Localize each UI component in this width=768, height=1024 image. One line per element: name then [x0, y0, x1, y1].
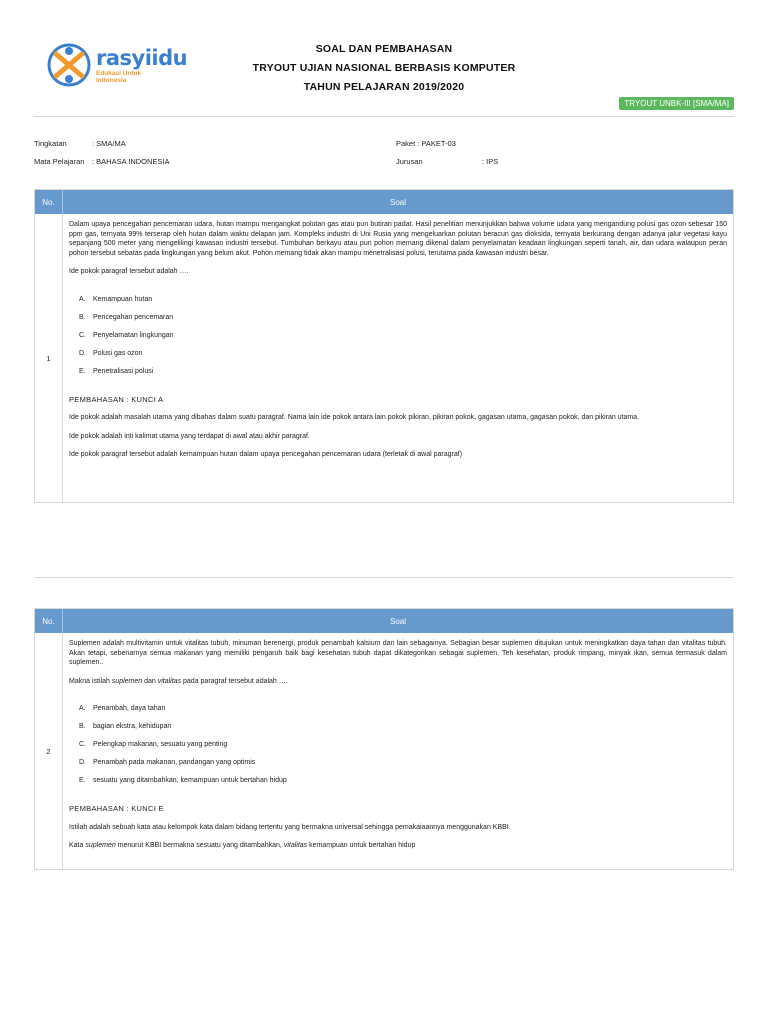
question-number: 2: [35, 633, 63, 869]
option-letter: A.: [79, 705, 86, 713]
title-line-3: TAHUN PELAJARAN 2019/2020: [303, 81, 465, 93]
mapel-label: Mata Pelajaran: [34, 157, 85, 166]
explanation-1: Ide pokok adalah masalah utama yang dibahas dalam suatu paragraf. Nama lain ide pokok antara lain pokok pikiran, pikiran pokok, gagasan utama, gagasan pokok, dan pikiran utama.: [69, 414, 640, 421]
explanation-2: Ide pokok adalah inti kalimat utama yang terdapat di awal atau akhir paragraf.: [69, 432, 310, 440]
option-letter: A.: [79, 295, 86, 303]
prompt-part: dan: [142, 677, 158, 685]
title-line-2: TRYOUT UJIAN NASIONAL BERBASIS KOMPUTER: [252, 62, 516, 74]
option-letter: C.: [79, 331, 86, 339]
tryout-badge: TRYOUT UNBK-III [SMA/MA]: [619, 97, 734, 110]
option-d[interactable]: [79, 345, 727, 363]
options-list: [79, 700, 727, 790]
option-text: Polusi gas ozon: [93, 349, 143, 357]
option-letter: E.: [79, 367, 86, 375]
question-row: [35, 214, 733, 502]
term-suplemen: suplemen: [111, 677, 143, 685]
question-number: 1: [35, 214, 63, 502]
option-letter: D.: [79, 759, 86, 767]
exp-part: Kata: [69, 842, 86, 849]
jurusan-value: : IPS: [482, 157, 499, 166]
term-vitalitas: vitalitas: [157, 677, 182, 685]
option-letter: D.: [79, 349, 86, 357]
document-titles: [0, 40, 768, 97]
question-passage: Suplemen adalah multivitamin untuk vitalitas tubuh, minuman berenergi, produk penambah kalsium dan lain sebagainya. Sebagian besar suplemen ditujukan untuk meningkatkan daya tahan dan vitalitas tubuh. Akan tetapi, sebenarnya semua makanan yang memiliki pengaruh baik bagi kesehatan tubuh dapat dikategorikan sebagai suplemen. Teh kesehatan, produk rimpang, minyak ikan, semua termasuk dalam suplemen..: [69, 640, 727, 666]
explanation-3: Ide pokok paragraf tersebut adalah kemampuan hutan dalam upaya pencegahan pencemaran udara (terletak di awal paragraf): [69, 451, 463, 458]
title-line-1: SOAL DAN PEMBAHASAN: [315, 43, 453, 55]
exp-part: menurut KBBI bermakna sesuatu yang ditambahkan,: [115, 842, 284, 849]
explanation-2: [69, 841, 727, 851]
question-prompt: Ide pokok paragraf tersebut adalah ….: [69, 268, 189, 275]
question-passage: Dalam upaya pencegahan pencemaran udara, hutan mampu mengangkat polutan gas atau pun butiran padat. Hasil penelitian menunjukkan bahwa volume udara yang mengandung polusi gas ozon sebesar 150 ppm gas, ternyata 99% terserap oleh hutan dalam waktu delapan jam. Kompleks industri di Uni Rusia yang mengeluarkan polutan beracun gas dioksida, ternyata berkurang dengan adanya jalur vegetasi kayu sepanjang 500 meter yang mengelilingi kawasan industri tersebut. Tumbuhan berkayu atau pun pohon memang dikenal dalam penyelamatan keadaan lingkungan seperti tanah, air, dan udara walaupun peran pohon tersebut sebatas pada lingkungan yang belum akut. Pohon memang tidak akan mampu menetralisasi polusi, terutama pada kawasan industri besar.: [69, 221, 727, 257]
table-header: [35, 190, 733, 214]
question-table-1: [34, 189, 734, 503]
question-content: [63, 633, 733, 869]
option-text: Penetralisasi polusi: [93, 367, 154, 375]
exp-part: kemampuan untuk bertahan hidup: [307, 842, 416, 849]
question-table-2: [34, 608, 734, 870]
tingkatan-label: Tingkatan: [34, 139, 67, 148]
option-c[interactable]: [79, 327, 727, 345]
question-prompt: [69, 677, 727, 687]
table-header: [35, 609, 733, 633]
page-header: [0, 0, 768, 116]
prompt-part: pada paragraf tersebut adalah ….: [181, 677, 288, 685]
option-a[interactable]: [79, 700, 727, 718]
option-e[interactable]: [79, 772, 727, 790]
option-d[interactable]: [79, 754, 727, 772]
option-letter: C.: [79, 741, 86, 749]
option-text: Kemampuan hutan: [93, 295, 153, 303]
header-soal: Soal: [389, 197, 406, 207]
option-letter: E.: [79, 777, 86, 785]
jurusan-label: Jurusan: [396, 157, 423, 166]
header-divider: [34, 116, 734, 117]
term-suplemen: suplemen: [85, 842, 116, 849]
prompt-part: Makna istilah: [69, 677, 112, 685]
question-row: [35, 633, 733, 869]
option-text: sesuatu yang ditambahkan, kemampuan untuk bertahan hidup: [93, 777, 287, 785]
option-b[interactable]: [79, 309, 727, 327]
header-no: No.: [35, 190, 63, 214]
paket-label: Paket : PAKET-03: [396, 139, 456, 148]
option-a[interactable]: [79, 291, 727, 309]
options-list: [79, 291, 727, 381]
question-content: [63, 214, 733, 502]
pembahasan-heading: PEMBAHASAN : KUNCI E: [69, 804, 164, 813]
page-divider: [34, 577, 734, 578]
term-vitalitas: vitalitas: [283, 842, 308, 849]
logo-tagline: Edukasi Untuk Indonesia: [96, 70, 142, 84]
option-c[interactable]: [79, 736, 727, 754]
option-text: Penambah, daya tahan: [93, 705, 166, 713]
tingkatan-value: : SMA/MA: [92, 139, 126, 148]
option-letter: B.: [79, 313, 86, 321]
option-text: Penyelamatan lingkungan: [93, 331, 174, 339]
option-text: Penambah pada makanan, pandangan yang optimis: [93, 759, 256, 767]
header-no: No.: [35, 609, 63, 633]
logo-wordmark: rasyiidu: [96, 46, 188, 70]
header-soal: Soal: [389, 616, 406, 626]
option-b[interactable]: [79, 718, 727, 736]
option-text: Pencegahan pencemaran: [93, 313, 174, 321]
option-text: bagian ekstra, kehidupan: [93, 723, 172, 731]
mapel-value: : BAHASA INDONESIA: [92, 157, 170, 166]
option-text: Pelengkap makanan, sesuatu yang penting: [93, 741, 228, 749]
option-letter: B.: [79, 723, 86, 731]
explanation-1: Istilah adalah sebuah kata atau kelompok kata dalam bidang tertentu yang bermakna universal sehingga pemakaiaannya menggunakan KBBI.: [69, 823, 511, 831]
option-e[interactable]: [79, 363, 727, 381]
pembahasan-heading: PEMBAHASAN : KUNCI A: [69, 394, 164, 404]
